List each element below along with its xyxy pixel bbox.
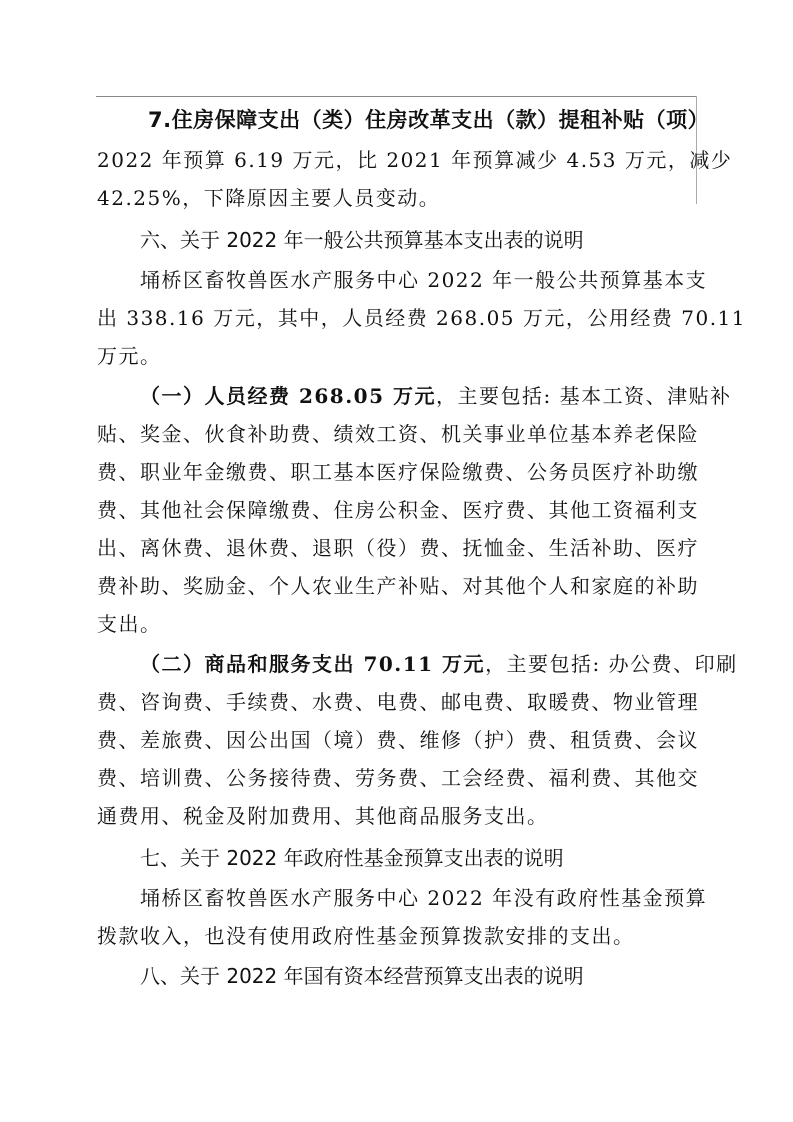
top-rule — [96, 96, 696, 97]
section6-para1-line2: 出 338.16 万元，其中，人员经费 268.05 万元，公用经费 70.11 — [97, 306, 747, 330]
item7-text-line2: 42.25%，下降原因主要人员变动。 — [97, 186, 441, 210]
section6-para2-line1 — [140, 384, 732, 408]
section6-title: 六、关于 2022 年一般公共预算基本支出表的说明 — [140, 228, 584, 252]
section6-para3-line5: 通费用、税金及附加费用、其他商品服务支出。 — [97, 804, 549, 828]
section6-para1-line3: 万元。 — [97, 344, 162, 368]
personnel-expense-rest: ，主要包括: 基本工资、津贴补 — [435, 384, 732, 408]
item7-heading: 7.住房保障支出（类）住房改革支出（款）提租补贴（项） — [148, 108, 710, 132]
goods-services-rest: ，主要包括: 办公费、印刷 — [485, 652, 738, 676]
section6-para3-line1 — [140, 652, 738, 676]
section6-para2-line3: 费、职业年金缴费、职工基本医疗保险缴费、公务员医疗补助缴 — [97, 460, 699, 484]
section6-para2-line4: 费、其他社会保障缴费、住房公积金、医疗费、其他工资福利支 — [97, 498, 699, 522]
section6-para3-line2: 费、咨询费、手续费、水费、电费、邮电费、取暖费、物业管理 — [97, 690, 699, 714]
section7-para1-line2: 拨款收入，也没有使用政府性基金预算拨款安排的支出。 — [97, 924, 635, 948]
section6-para2-line2: 贴、奖金、伙食补助费、绩效工资、机关事业单位基本养老保险 — [97, 422, 699, 446]
section8-title: 八、关于 2022 年国有资本经营预算支出表的说明 — [140, 964, 584, 988]
section6-para2-line6: 费补助、奖励金、个人农业生产补贴、对其他个人和家庭的补助 — [97, 574, 699, 598]
section6-para1-line1: 埇桥区畜牧兽医水产服务中心 2022 年一般公共预算基本支 — [140, 268, 708, 292]
section6-para2-line5: 出、离休费、退休费、退职（役）费、抚恤金、生活补助、医疗 — [97, 536, 699, 560]
section7-para1-line1: 埇桥区畜牧兽医水产服务中心 2022 年没有政府性基金预算 — [140, 886, 708, 910]
personnel-expense-lead: （一）人员经费 268.05 万元 — [140, 384, 436, 408]
item7-text-line1: 2022 年预算 6.19 万元，比 2021 年预算减少 4.53 万元，减少 — [97, 148, 733, 172]
goods-services-lead: （二）商品和服务支出 70.11 万元 — [140, 652, 486, 676]
section6-para3-line4: 费、培训费、公务接待费、劳务费、工会经费、福利费、其他交 — [97, 766, 699, 790]
section7-title: 七、关于 2022 年政府性基金预算支出表的说明 — [140, 846, 564, 870]
section6-para2-line7: 支出。 — [97, 612, 162, 636]
section6-para3-line3: 费、差旅费、因公出国（境）费、维修（护）费、租赁费、会议 — [97, 728, 699, 752]
